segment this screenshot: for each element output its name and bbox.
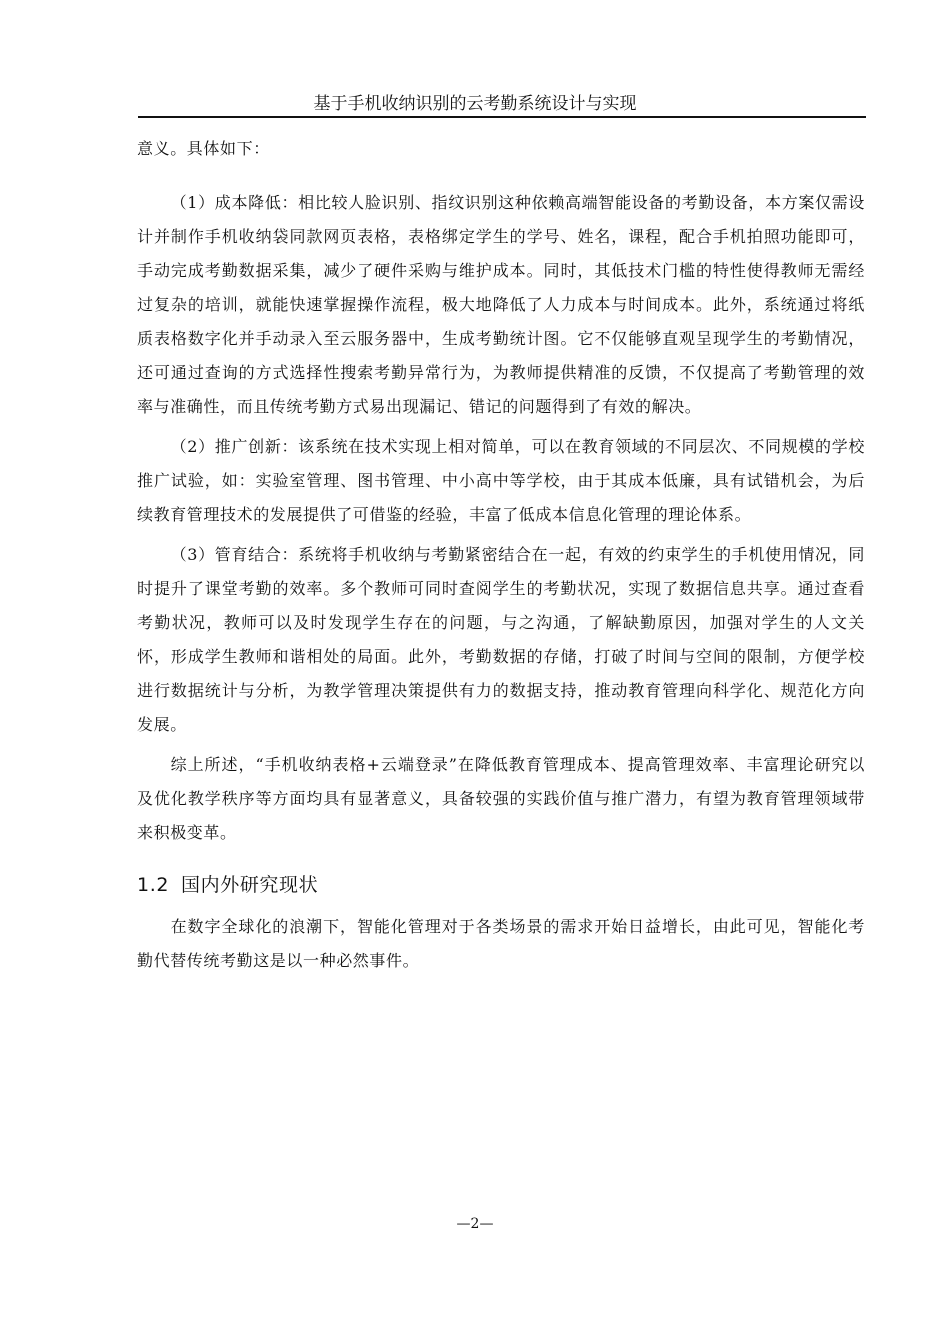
- page-number: —2—: [456, 1216, 494, 1232]
- running-header-title: 基于手机收纳识别的云考勤系统设计与实现: [313, 94, 637, 114]
- intro-paragraph: 意义。具体如下：: [137, 139, 270, 158]
- paragraph-research-status: 在数字全球化的浪潮下，智能化管理对于各类场景的需求开始日益增长，由此可见，智能化考勤代替传统考勤这是以一种必然事件。: [137, 917, 865, 970]
- document-body: [137, 132, 865, 978]
- paragraph-management-education: （3）管育结合：系统将手机收纳与考勤紧密结合在一起，有效的约束学生的手机使用情况，同时提升了课堂考勤的效率。多个教师可同时查阅学生的考勤状况，实现了数据信息共享。通过查看考勤状况，教师可以及时发现学生存在的问题，与之沟通，了解缺勤原因，加强对学生的人文关怀，形成学生教师和谐相处的局面。此外，考勤数据的存储，打破了时间与空间的限制，方便学校进行数据统计与分析，为教学管理决策提供有力的数据支持，推动教育管理向科学化、规范化方向发展。: [137, 545, 865, 734]
- header-divider: [138, 116, 866, 118]
- section-heading: [137, 868, 865, 902]
- section-number: 1.2: [137, 874, 170, 896]
- paragraph-promotion-innovation: （2）推广创新：该系统在技术实现上相对简单，可以在教育领域的不同层次、不同规模的学校推广试验，如：实验室管理、图书管理、中小高中等学校，由于其成本低廉，具有试错机会，为后续教育管理技术的发展提供了可借鉴的经验，丰富了低成本信息化管理的理论体系。: [137, 437, 865, 524]
- paragraph-cost-reduction: （1）成本降低：相比较人脸识别、指纹识别这种依赖高端智能设备的考勤设备，本方案仅需设计并制作手机收纳袋同款网页表格，表格绑定学生的学号、姓名，课程，配合手机拍照功能即可，手动完成考勤数据采集，减少了硬件采购与维护成本。同时，其低技术门槛的特性使得教师无需经过复杂的培训，就能快速掌握操作流程，极大地降低了人力成本与时间成本。此外，系统通过将纸质表格数字化并手动录入至云服务器中，生成考勤统计图。它不仅能够直观呈现学生的考勤情况，还可通过查询的方式选择性搜索考勤异常行为，为教师提供精准的反馈，不仅提高了考勤管理的效率与准确性，而且传统考勤方式易出现漏记、错记的问题得到了有效的解决。: [137, 193, 865, 416]
- section-title: 国内外研究现状: [181, 874, 319, 896]
- paragraph-summary: 综上所述，“手机收纳表格+云端登录”在降低教育管理成本、提高管理效率、丰富理论研究以及优化教学秩序等方面均具有显著意义，具备较强的实践价值与推广潜力，有望为教育管理领域带来积极变革。: [137, 755, 865, 842]
